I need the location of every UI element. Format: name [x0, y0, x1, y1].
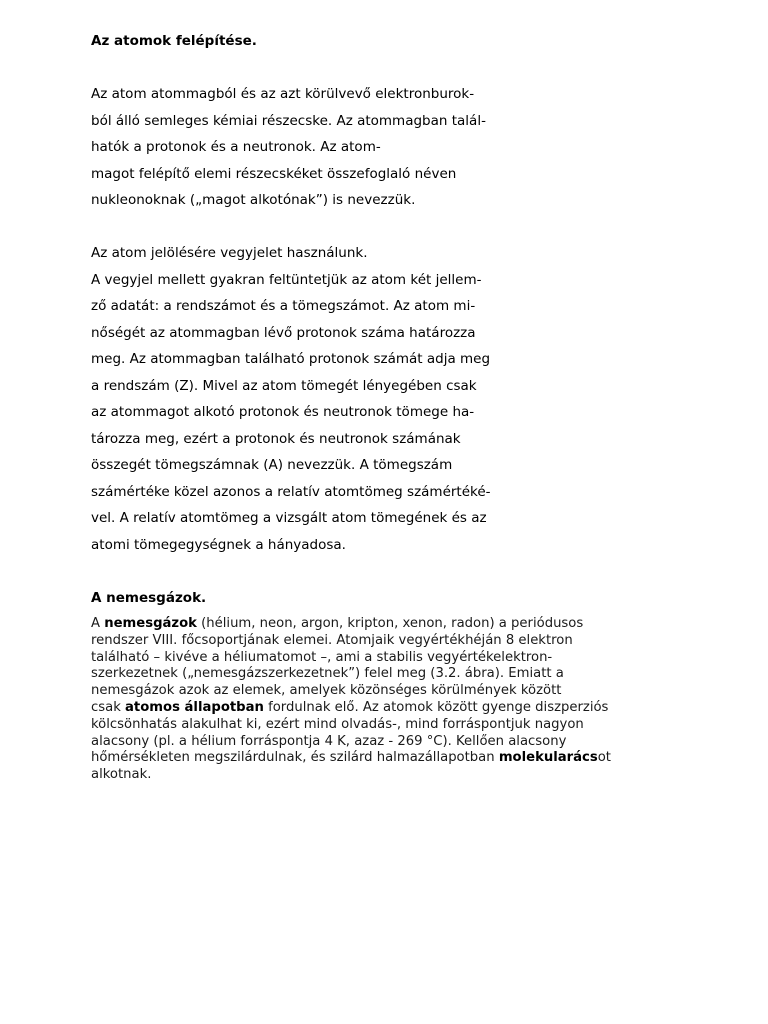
text-line: meg. Az atommagban található protonok számát adja meg: [91, 351, 491, 367]
paragraph-noble-gases: [91, 616, 666, 784]
text-run: hőmérsékleten megszilárdulnak, és szilárd halmazállapotban: [91, 750, 499, 766]
text-line: [91, 700, 666, 717]
text-line: található – kivéve a héliumatomot –, ami a stabilis vegyértékelektron-: [91, 649, 553, 665]
text-line: alkotnak.: [91, 767, 152, 783]
text-line: szerkezetnek („nemesgázszerkezetnek”) felel meg (3.2. ábra). Emiatt a: [91, 666, 564, 682]
text-line: kölcsönhatás alakulhat ki, ezért mind olvadás-, mind forráspontjuk nagyon: [91, 716, 584, 732]
text-line: ból álló semleges kémiai részecske. Az atommagban talál-: [91, 112, 486, 129]
text-line: nemesgázok azok az elemek, amelyek közönséges körülmények között: [91, 683, 562, 699]
text-line: a rendszám (Z). Mivel az atom tömegét lényegében csak: [91, 377, 477, 394]
section-title-noble-gases: A nemesgázok.: [91, 590, 207, 606]
text-line: atomi tömegegységnek a hányadosa.: [91, 536, 346, 553]
text-line: tározza meg, ezért a protonok és neutronok számának: [91, 430, 461, 447]
text-line: alacsony (pl. a hélium forráspontja 4 K, azaz - 269 °C). Kellően alacsony: [91, 733, 567, 749]
text-line: [91, 616, 666, 633]
text-line: A vegyjel mellett gyakran feltüntetjük az atom két jellem-: [91, 271, 482, 288]
text-run: (hélium, neon, argon, kripton, xenon, radon) a periódusos: [196, 616, 584, 631]
text-line: hatók a protonok és a neutronok. Az atom-: [91, 139, 381, 155]
text-line: magot felépítő elemi részecskéket összefoglaló néven: [91, 165, 457, 182]
text-line: az atommagot alkotó protonok és neutronok tömege ha-: [91, 404, 475, 420]
text-run: fordulnak elő. Az atomok között gyenge diszperziós: [263, 699, 609, 715]
text-line: összegét tömegszámnak (A) nevezzük. A tömegszám: [91, 457, 453, 473]
text-line: Az atom jelölésére vegyjelet használunk.: [91, 245, 368, 261]
text-line: rendszer VIII. főcsoportjának elemei. Atomjaik vegyértékhéján 8 elektron: [91, 632, 573, 648]
text-line: vel. A relatív atomtömeg a vizsgált atom tömegének és az: [91, 510, 487, 526]
text-line: számértéke közel azonos a relatív atomtömeg számértéké-: [91, 483, 491, 500]
text-run: ot: [597, 750, 611, 766]
bold-term: molekularács: [498, 750, 598, 766]
text-line: [91, 750, 666, 767]
text-line: Az atom atommagból és az azt körülvevő elektronburok-: [91, 86, 475, 102]
text-line: nőségét az atommagban lévő protonok száma határozza: [91, 324, 476, 341]
text-line: nukleonoknak („magot alkotónak”) is nevezzük.: [91, 192, 416, 208]
bold-term: atomos állapotban: [125, 699, 264, 715]
text-line: ző adatát: a rendszámot és a tömegszámot. Az atom mi-: [91, 298, 476, 314]
bold-term: nemesgázok: [104, 616, 197, 631]
text-run: A: [91, 616, 105, 631]
text-run: csak: [91, 699, 126, 715]
section-title-atoms: Az atomok felépítése.: [91, 33, 257, 49]
